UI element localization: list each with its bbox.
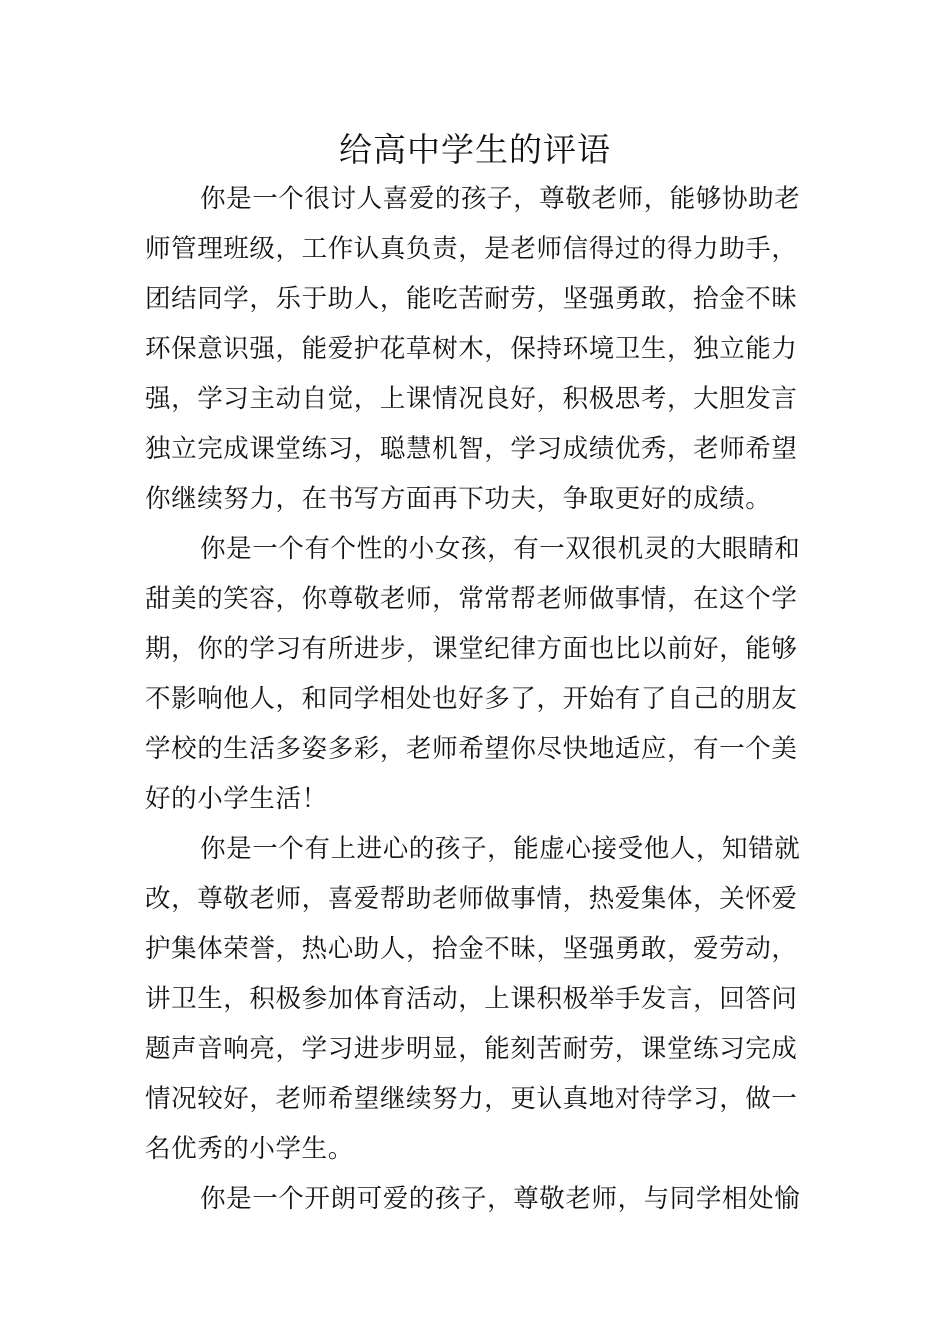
paragraph-3-line-2: 改，尊敬老师，喜爱帮助老师做事情，热爱集体，关怀爱 — [145, 884, 798, 914]
paragraph-1-line-5: 强，学习主动自觉，上课情况良好，积极思考，大胆发言 — [145, 384, 798, 414]
paragraph-1-line-7: 你继续努力，在书写方面再下功夫，争取更好的成绩。 — [145, 484, 772, 514]
paragraph-3-line-7: 名优秀的小学生。 — [145, 1134, 354, 1164]
paragraph-3-line-4: 讲卫生，积极参加体育活动，上课积极举手发言，回答问 — [145, 984, 798, 1014]
paragraph-2-line-1: 你是一个有个性的小女孩，有一双很机灵的大眼睛和 — [200, 534, 801, 564]
paragraph-3-line-3: 护集体荣誉，热心助人，拾金不昧，坚强勇敢，爱劳动， — [145, 934, 798, 964]
paragraph-1-line-6: 独立完成课堂练习，聪慧机智，学习成绩优秀，老师希望 — [145, 434, 798, 464]
document-title: 给高中学生的评语 — [339, 130, 611, 169]
paragraph-3-line-1: 你是一个有上进心的孩子，能虚心接受他人，知错就 — [200, 834, 801, 864]
paragraph-2-line-2: 甜美的笑容，你尊敬老师，常常帮老师做事情，在这个学 — [145, 584, 798, 614]
paragraph-2-line-5: 学校的生活多姿多彩，老师希望你尽快地适应，有一个美 — [145, 734, 798, 764]
paragraph-1-line-3: 团结同学，乐于助人，能吃苦耐劳，坚强勇敢，拾金不昧 — [145, 284, 798, 314]
paragraph-1-line-1: 你是一个很讨人喜爱的孩子，尊敬老师，能够协助老 — [200, 184, 801, 214]
paragraph-3-line-5: 题声音响亮，学习进步明显，能刻苦耐劳，课堂练习完成 — [145, 1034, 798, 1064]
paragraph-3-line-6: 情况较好，老师希望继续努力，更认真地对待学习，做一 — [145, 1084, 798, 1114]
paragraph-1-line-2: 师管理班级，工作认真负责，是老师信得过的得力助手， — [145, 234, 798, 264]
paragraph-2-line-6: 好的小学生活！ — [145, 784, 328, 814]
paragraph-1-line-4: 环保意识强，能爱护花草树木，保持环境卫生，独立能力 — [145, 334, 798, 364]
paragraph-2-line-4: 不影响他人，和同学相处也好多了，开始有了自己的朋友 — [145, 684, 798, 714]
paragraph-2-line-3: 期，你的学习有所进步，课堂纪律方面也比以前好，能够 — [145, 634, 798, 664]
paragraph-4-line-1: 你是一个开朗可爱的孩子，尊敬老师，与同学相处愉 — [200, 1184, 801, 1214]
